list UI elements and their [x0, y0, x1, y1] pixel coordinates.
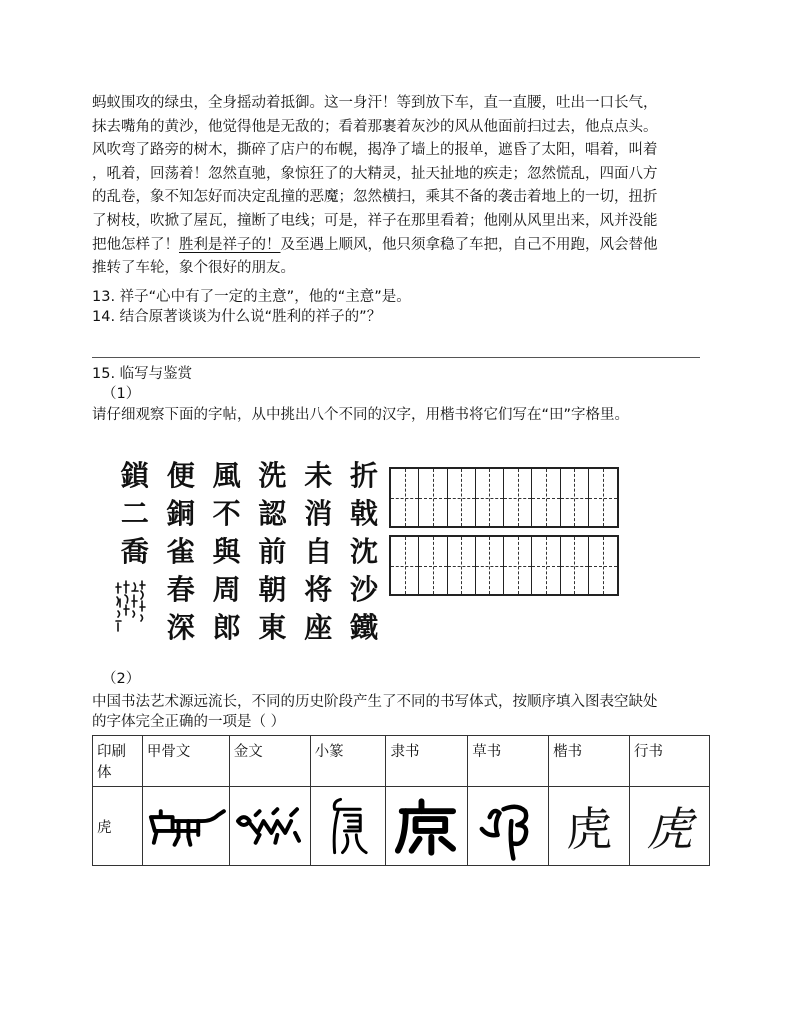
- running-script-tiger: 虎: [646, 802, 693, 856]
- passage-line: ，吼着，回荡着！忽然直驰，象惊狂了的大精灵，扯天扯地的疾走；忽然慌乱，四面八方: [92, 165, 658, 182]
- table-header-cell: 楷书: [549, 736, 630, 787]
- copybook-char: 未: [304, 459, 333, 492]
- passage-line: 了树枝，吹掀了屋瓦，撞断了电线；可是，祥子在那里看着；他刚从风里出来，风并没能: [92, 212, 658, 229]
- tian-grid-cell[interactable]: [589, 469, 617, 526]
- regular-script-glyph-cell: [549, 787, 630, 866]
- row-label-cell: 虎: [93, 787, 143, 866]
- copybook-row: [112, 493, 387, 531]
- calligrapher-inscription-icon: [112, 577, 158, 637]
- script-styles-table: [92, 735, 710, 866]
- copybook-char: 洗: [258, 459, 287, 492]
- copybook-char: 座: [304, 611, 333, 644]
- small-seal-tiger-glyph-icon: [311, 791, 386, 861]
- regular-script-tiger: 虎: [566, 802, 613, 856]
- cursive-glyph-cell: [468, 787, 549, 866]
- table-header-cell: 行书: [630, 736, 710, 787]
- tian-grid-cell[interactable]: [476, 469, 504, 526]
- table-header-cell: 小篆: [310, 736, 386, 787]
- tian-grid-cell[interactable]: [561, 537, 589, 594]
- table-row: [93, 787, 710, 866]
- tian-grid-cell[interactable]: [448, 537, 476, 594]
- tian-grid-cell[interactable]: [504, 469, 532, 526]
- calligraphy-copybook: [112, 455, 387, 645]
- copybook-char: 鎖: [120, 459, 149, 492]
- practice-grid-row-1[interactable]: [389, 467, 619, 528]
- copybook-char: 二: [120, 497, 149, 530]
- passage-text: 把他怎样了！: [92, 236, 179, 253]
- passage-line: 蚂蚁围攻的绿虫，全身摇动着抵御。这一身汗！等到放下车，直一直腰，吐出一口长气，: [92, 95, 658, 111]
- copybook-char: 朝: [258, 573, 287, 606]
- copybook-char: 戟: [350, 497, 379, 530]
- table-header-cell: 隶书: [386, 736, 468, 787]
- tian-grid-cell[interactable]: [589, 537, 617, 594]
- divider-line: [92, 357, 700, 358]
- question-15-part2-text: 中国书法艺术源远流长，不同的历史阶段产生了不同的书写体式，按顺序填入图表空缺处: [92, 694, 658, 710]
- tian-grid-cell[interactable]: [448, 469, 476, 526]
- tian-grid-cell[interactable]: [532, 537, 560, 594]
- bronze-glyph-cell: [229, 787, 310, 866]
- copybook-char: 前: [258, 535, 287, 568]
- table-header-cell: 甲骨文: [142, 736, 229, 787]
- underlined-sentence: 胜利是祥子的！: [179, 236, 281, 253]
- question-14: 14. 结合原著谈谈为什么说“胜利的祥子的”？: [92, 309, 382, 325]
- clerical-glyph-cell: [386, 787, 468, 866]
- tian-grid-cell[interactable]: [504, 537, 532, 594]
- copybook-char: 自: [304, 535, 333, 568]
- table-header-row: [93, 736, 710, 787]
- copybook-char: 喬: [120, 535, 149, 568]
- bronze-tiger-glyph-icon: [230, 791, 310, 861]
- passage-line: 风吹弯了路旁的树木，撕碎了店户的布幌，揭净了墙上的报单，遮昏了太阳，唱着，叫着: [92, 142, 658, 159]
- copybook-char: 沙: [350, 573, 379, 606]
- table-header-cell: 印刷体: [93, 736, 143, 787]
- table-header-cell: 金文: [229, 736, 310, 787]
- copybook-char: 折: [350, 459, 379, 492]
- passage-line-7: [92, 234, 708, 258]
- copybook-char: 深: [166, 611, 195, 644]
- copybook-char: 不: [212, 497, 241, 530]
- tian-grid-cell[interactable]: [419, 537, 447, 594]
- tian-grid-cell[interactable]: [532, 469, 560, 526]
- copybook-char: 雀: [166, 535, 195, 568]
- oracle-tiger-glyph-icon: [143, 791, 229, 861]
- tian-grid-cell[interactable]: [561, 469, 589, 526]
- tian-grid-cell[interactable]: [391, 469, 419, 526]
- copybook-row: [112, 531, 387, 569]
- clerical-tiger-glyph-icon: [386, 791, 467, 861]
- copybook-char: 鐵: [350, 611, 379, 644]
- passage-line: 的乱卷，象不知怎好而决定乱撞的恶魔；忽然横扫，乘其不备的袭击着地上的一切，扭折: [92, 189, 658, 206]
- copybook-char: 銅: [166, 497, 195, 530]
- oracle-bone-glyph-cell: [142, 787, 229, 866]
- copybook-char: 将: [304, 573, 333, 606]
- reading-passage: [92, 92, 708, 281]
- copybook-row: [112, 455, 387, 493]
- copybook-char: 周: [212, 573, 241, 606]
- question-15-part1-text: 请仔细观察下面的字帖，从中挑出八个不同的汉字，用楷书将它们写在“田”字格里。: [92, 407, 630, 423]
- passage-text: 及至遇上顺风，他只须拿稳了车把，自己不用跑，风会替他: [280, 236, 658, 253]
- question-15-title: 15. 临写与鉴赏: [92, 366, 193, 382]
- cursive-tiger-glyph-icon: [468, 791, 548, 861]
- copybook-char: 郎: [212, 611, 241, 644]
- table-header-cell: 草书: [468, 736, 549, 787]
- copybook-char: 消: [304, 497, 333, 530]
- small-seal-glyph-cell: [310, 787, 386, 866]
- copybook-char: 與: [212, 535, 241, 568]
- copybook-char: 風: [212, 459, 241, 492]
- tian-grid-cell[interactable]: [391, 537, 419, 594]
- running-script-glyph-cell: [630, 787, 710, 866]
- question-13: 13. 祥子“心中有了一定的主意”，他的“主意”是。: [92, 289, 411, 305]
- question-15-part2-text: 的字体完全正确的一项是（ ）: [92, 714, 286, 730]
- passage-line: 抹去嘴角的黄沙，他觉得他是无敌的；看着那裹着灰沙的风从他面前扫过去，他点点头。: [92, 118, 658, 135]
- tian-grid-cell[interactable]: [476, 537, 504, 594]
- copybook-char: 沈: [350, 535, 379, 568]
- question-15-part1-label: （1）: [102, 386, 141, 402]
- copybook-char: 認: [258, 497, 287, 530]
- practice-grid-row-2[interactable]: [389, 535, 619, 596]
- passage-line: 推转了车轮，象个很好的朋友。: [92, 260, 295, 277]
- copybook-char: 便: [166, 459, 195, 492]
- copybook-char: 東: [258, 611, 287, 644]
- copybook-char: 春: [166, 573, 195, 606]
- question-15-part2-label: （2）: [102, 671, 141, 687]
- tian-grid-cell[interactable]: [419, 469, 447, 526]
